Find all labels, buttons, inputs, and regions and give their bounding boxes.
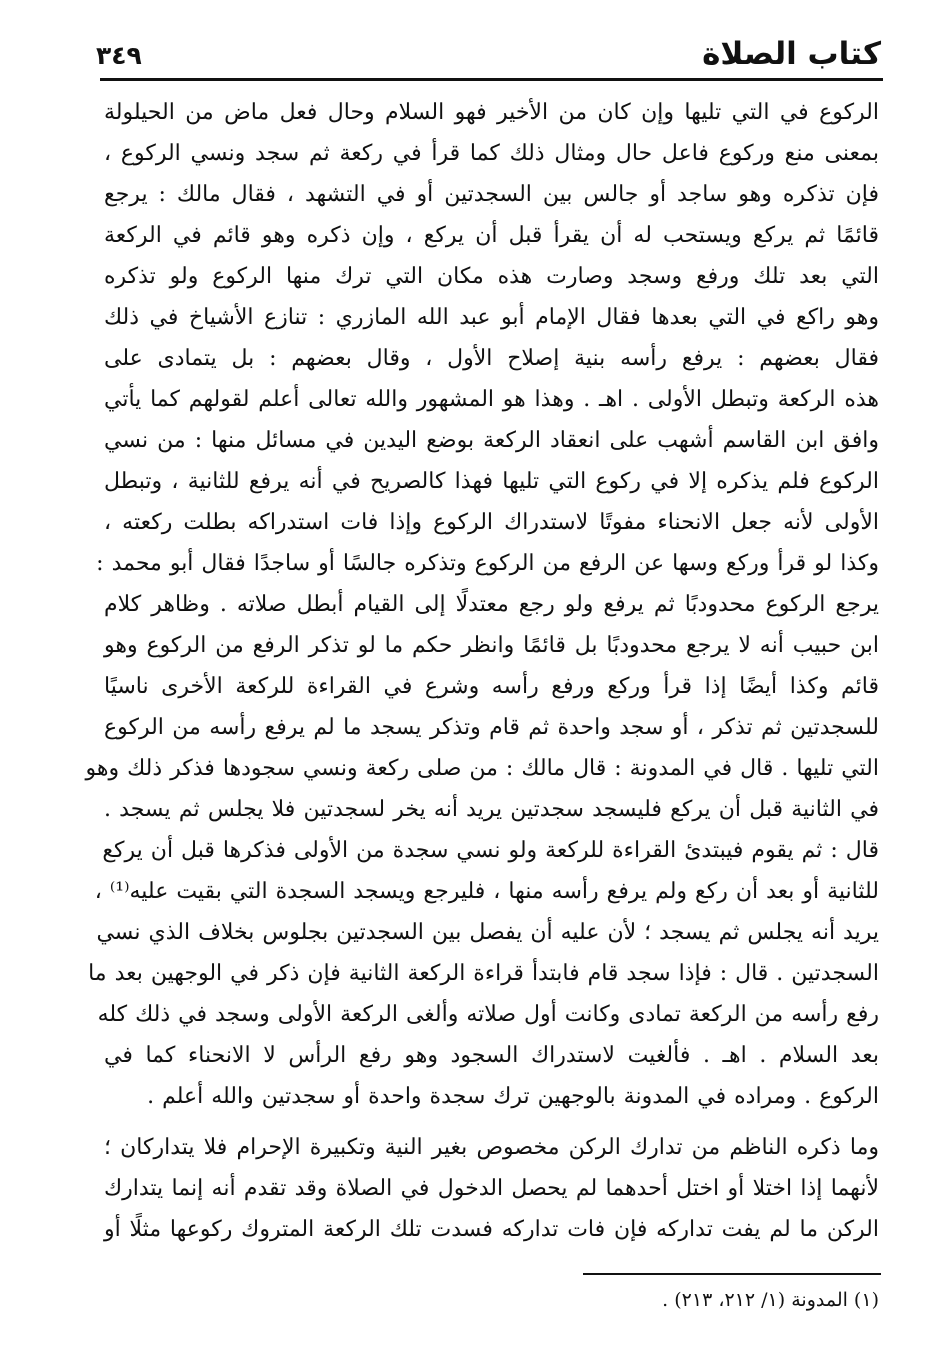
paragraph: [85, 92, 879, 1117]
text-line: بعد السلام . اهـ . فألغيت لاستدراك السجود وهو رفع الرأس لا الانحناء كما في: [104, 1043, 879, 1068]
header-rule: [100, 78, 883, 81]
text-line: الركوع في التي تليها وإن كان من الأخير فهو السلام وحال فعل ماض من الحيلولة: [104, 100, 879, 125]
text-line: يرجع الركوع محدودبًا ثم يرفع ولو رجع معتدلًا إلى القيام أبطل صلاته . وظاهر كلام: [104, 592, 879, 617]
page-header: [96, 30, 881, 74]
paragraph-gap: [104, 1117, 879, 1127]
text-line: وكذا لو قرأ وركع وسها عن الرفع من الركوع وتذكره جالسًا أو ساجدًا فقال أبو محمد :: [96, 551, 879, 576]
text-line: قائم وكذا أيضًا إذا قرأ وركع ورفع رأسه وشرع في القراءة للركعة الأخرى ناسيًا: [104, 674, 879, 699]
main-text: [85, 92, 879, 1250]
text-line: ابن حبيب أنه لا يرجع محدودبًا بل قائمًا وانظر حكم ما لو تذكر الرفع من الركوع وهو: [104, 633, 879, 658]
text-line: الأولى لأنه جعل الانحناء مفوتًا لاستدراك الركوع وإذا فات استدراكه بطلت ركعته ،: [104, 510, 879, 535]
text-line: فقال بعضهم : يرفع رأسه بنية إصلاح الأول ، وقال بعضهم : بل يتمادى على: [104, 346, 879, 371]
text-line: الركن ما لم يفت تداركه فإن فات تداركه فسدت تلك الركعة المتروك ركوعها مثلًا أو: [104, 1217, 879, 1242]
text-line: رفع رأسه من الركعة تمادى وكانت أول صلاته وألغى الركعة الأولى وسجد في ذلك كله: [97, 1002, 879, 1027]
text-line: وهو راكع في التي بعدها فقال الإمام أبو عبد الله المازري : تنازع الأشياخ في ذلك: [104, 305, 879, 330]
footnote-separator: [583, 1273, 881, 1275]
paragraph: [104, 1127, 879, 1250]
text-line: قال : ثم يقوم فيبتدئ القراءة للركعة ولو نسي سجدة من الأولى فذكرها قبل أن يركع: [102, 838, 879, 863]
text-line: التي بعد تلك ورفع وسجد وصارت هذه مكان التي ترك منها الركوع ولو تذكره: [104, 264, 879, 289]
text-line: فإن تذكره وهو ساجد أو جالس بين السجدتين أو في التشهد ، فقال مالك : يرجع: [104, 182, 879, 207]
text-line: وما ذكره الناظم من تدارك الركن مخصوص بغير النية وتكبيرة الإحرام فلا يتداركان ؛: [104, 1135, 879, 1160]
text-line: الركوع . ومراده في المدونة بالوجهين ترك سجدة واحدة أو سجدتين والله أعلم .: [147, 1084, 879, 1109]
text-line: قائمًا ثم يركع ويستحب له أن يقرأ قبل أن يركع ، وإن ذكره وهو قائم في الركعة: [104, 223, 879, 248]
text-line: الركوع فلم يذكره إلا في ركوع التي تليها فهذا كالصريح في أنه يرفع للثانية ، وتبطل: [104, 469, 879, 494]
text-line: وافق ابن القاسم أشهب على انعقاد الركعة بوضع اليدين في مسائل منها : من نسي: [104, 428, 879, 453]
running-title: كتاب الصلاة: [702, 36, 881, 72]
text-line: للسجدتين ثم تذكر ، أو سجد واحدة ثم قام وتذكر يسجد ما لم يرفع رأسه من الركوع: [104, 715, 879, 740]
text-line: للثانية أو بعد أن ركع ولم يرفع رأسه منها ، فليرجع ويسجد السجدة التي بقيت عليه⁽¹⁾ ،: [94, 879, 879, 904]
text-line: لأنهما إذا اختلا أو اختل أحدهما لم يحصل الدخول في الصلاة وقد تقدم أنه إنما يتدارك: [104, 1176, 879, 1201]
text-line: هذه الركعة وتبطل الأولى . اهـ . وهذا هو المشهور والله تعالى أعلم لقولهم كما يأتي: [104, 387, 879, 412]
text-line: السجدتين . قال : فإذا سجد قام فابتدأ قراءة الركعة الثانية فإن ذكر في الوجهين بعد ما: [88, 961, 879, 986]
text-line: التي تليها . قال في المدونة : قال مالك : من صلى ركعة ونسي سجودها فذكر ذلك وهو: [85, 756, 879, 781]
text-line: في الثانية قبل أن يركع فليسجد سجدتين يريد أنه يخر لسجدتين فلا يجلس ثم يسجد .: [104, 797, 879, 822]
text-line: بمعنى منع وركوع فاعل حال ومثال ذلك كما قرأ في ركعة ثم سجد ونسي الركوع ،: [104, 141, 879, 166]
text-line: يريد أنه يجلس ثم يسجد ؛ لأن عليه أن يفصل بين السجدتين بجلوس بخلاف الذي نسي: [96, 920, 879, 945]
footnote: (١) المدونة (١/ ٢١٢، ٢١٣) .: [662, 1289, 879, 1311]
page-number: ٣٤٩: [96, 41, 142, 70]
